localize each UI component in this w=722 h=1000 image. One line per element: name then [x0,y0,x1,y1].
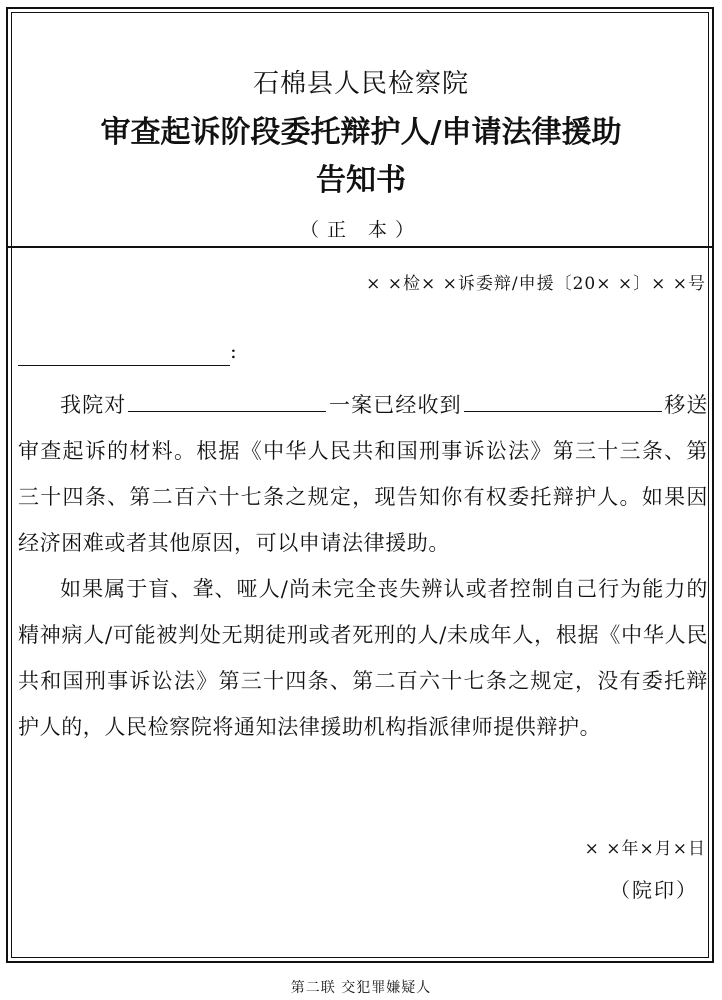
copy-footer: 第二联 交犯罪嫌疑人 [290,980,432,996]
paragraph-1 [18,382,708,566]
transferring-agency-blank [464,389,662,412]
para1-text-start: 我院对 [60,393,127,417]
para1-text-end: 移送审查起诉的材料。根据《中华人民共和国刑事诉讼法》第三十三条、第三十四条、第二百六十七条之规定，现告知你有权委托辩护人。如果因经济困难或者其他原因，可以申请法律援助。 [18,393,708,555]
document-number: × ×检× ×诉委辩/申援〔20× ×〕× ×号 [366,274,706,294]
paragraph-2: 如果属于盲、聋、哑人/尚未完全丧失辨认或者控制自己行为能力的精神病人/可能被判处无期徒刑或者死刑的人/未成年人，根据《中华人民共和国刑事诉讼法》第三十四条、第二百六十七条之规定，没有委托辩护人的，人民检察院将通知法律援助机构指派律师提供辩护。 [18,577,708,739]
document-title-line2: 告知书 [316,163,406,198]
addressee-line [18,336,237,366]
issue-date: × ×年×月×日 [584,839,706,859]
document-body [18,382,708,750]
para1-text-middle: 一案已经收到 [328,393,462,417]
case-name-blank [128,389,326,412]
copy-type-label: （正 本） [299,219,423,241]
addressee-colon: : [230,339,237,363]
seal-label: （院印） [610,878,698,902]
header-divider [8,246,714,248]
organization-name: 石棉县人民检察院 [252,69,469,99]
addressee-blank [18,341,230,366]
document-title-line1: 审查起诉阶段委托辩护人/申请法律援助 [100,115,622,150]
